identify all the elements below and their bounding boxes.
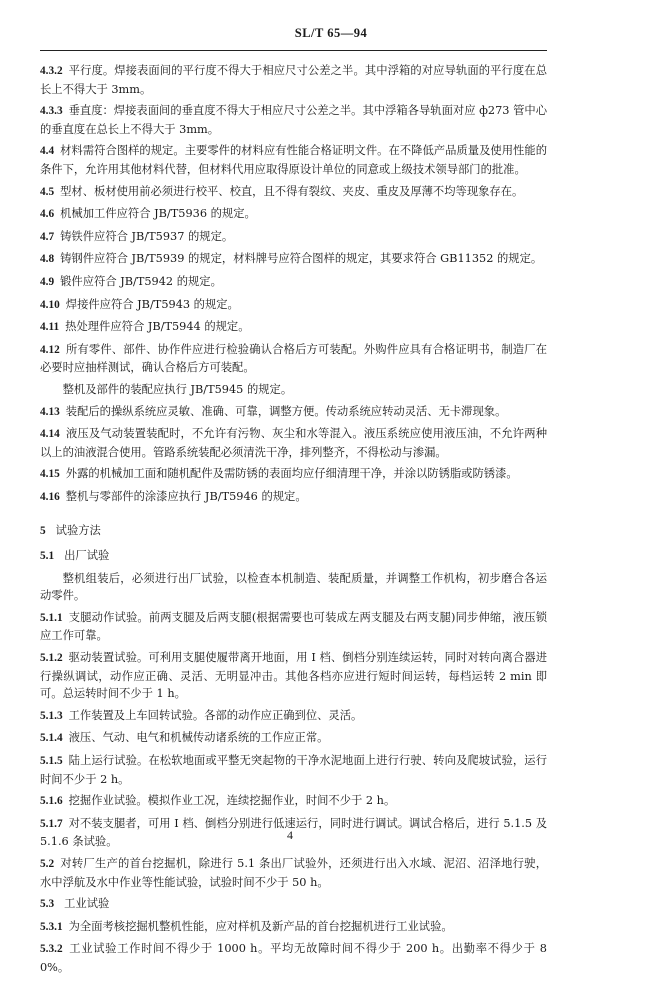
clause: [40, 62, 547, 98]
clause-number: 5.3.1: [40, 920, 63, 933]
clause: [40, 752, 547, 788]
clause-number: 4.13: [40, 405, 60, 418]
clause: [40, 707, 547, 726]
clause-text: 装配后的操纵系统应灵敏、准确、可靠，调整方便。传动系统应转动灵活、无卡滞现象。: [65, 404, 507, 418]
header-rule: [40, 50, 547, 51]
assembly-paragraph: 整机及部件的装配应执行 JB/T5945 的规定。: [62, 382, 293, 396]
clause-text: 焊接件应符合 JB/T5943 的规定。: [65, 297, 239, 311]
clause: [40, 228, 547, 247]
clause-number: 5.3.2: [40, 943, 63, 956]
clause: [40, 918, 547, 937]
clause-number: 4.16: [40, 490, 60, 503]
section-title: 试验方法: [55, 524, 101, 538]
section-number: 5: [40, 525, 46, 538]
factory-test-paragraph: 整机组装后，必须进行出厂试验，以检查本机制造、装配质量，并调整工作机构，初步磨合各运动零件。: [40, 571, 547, 603]
clause: [40, 318, 547, 337]
clause-text: 垂直度：焊接表面间的垂直度不得大于相应尺寸公差之半。其中浮箱各导轨面对应 ф273 管中心的垂直度在总长上不得大于 3mm。: [40, 104, 547, 136]
clause-number: 4.7: [40, 230, 55, 243]
clause-text: 所有零件、部件、协作件应进行检验确认合格后方可装配。外购件应具有合格证明书，制造厂在必要时应抽样测试，确认合格后方可装配。: [40, 342, 547, 375]
clause: [40, 465, 547, 484]
clause: [40, 425, 547, 461]
clause: [40, 940, 547, 976]
subsection-number: 5.3: [40, 898, 55, 911]
clause-text: 工作装置及上车回转试验。各部的动作应正确到位、灵活。: [68, 708, 363, 722]
clause-text: 工业试验工作时间不得少于 1000 h。平均无故障时间不得少于 200 h。出勤率不得少于 80%。: [40, 942, 547, 974]
clause-text: 平行度。焊接表面间的平行度不得大于相应尺寸公差之半。其中浮箱的对应导轨面的平行度在总长上不得大于 3mm。: [40, 64, 547, 96]
clause: [40, 102, 547, 138]
clause: [40, 183, 547, 202]
clause-number: 4.9: [40, 275, 55, 288]
clause-text: 液压、气动、电气和机械传动诸系统的工作应正常。: [68, 731, 329, 745]
clause-text: 对不装支腿者，可用 I 档、倒档分别进行低速运行，同时进行调试。调试合格后，进行 5.1.5 及 5.1.6 条试验。: [40, 816, 547, 849]
clause: [40, 649, 547, 703]
page-header: SL/T 65—94: [294, 26, 368, 40]
clause-text: 型材、板材使用前必须进行校平、校直，且不得有裂纹、夹皮、重皮及厚薄不均等现象存在。: [60, 184, 524, 198]
clause: [40, 250, 547, 269]
clause: [40, 273, 547, 292]
clause-list-4: [40, 62, 547, 377]
clause-number: 5.1.7: [40, 817, 63, 830]
subsection-title: 出厂试验: [64, 549, 110, 563]
clause-text: 热处理件应符合 JB/T5944 的规定。: [65, 320, 250, 334]
clause-number: 4.5: [40, 185, 55, 198]
section-5-heading: [40, 522, 547, 541]
clause: [40, 729, 547, 748]
clause-number: 4.12: [40, 343, 60, 356]
page-number: 4: [287, 828, 293, 842]
clause: [40, 855, 547, 891]
clause-list-4b: [40, 403, 547, 507]
clause-list-5-1: [40, 609, 547, 891]
clause-text: 外露的机械加工面和随机配件及需防锈的表面均应仔细清理干净，并涂以防锈脂或防锈漆。: [65, 467, 518, 481]
clause-text: 驱动装置试验。可利用支腿使履带离开地面，用 I 档、倒档分别连续运转，同时对转向离合器进行操纵调试，动作应正确、灵活、无明显冲击。其他各档亦应进行短时间运转，每档运转 2 min 即可。总运转时间不少于 1 h。: [40, 651, 547, 701]
clause: [40, 488, 547, 507]
clause: [40, 792, 547, 811]
clause-number: 4.3.3: [40, 105, 63, 118]
clause-text: 液压及气动装置装配时，不允许有污物、灰尘和水等混入。液压系统应使用液压油，不允许两种以上的油液混合使用。管路系统装配必须清洗干净，排列整齐，不得松动与渗漏。: [40, 427, 547, 459]
clause-number: 4.10: [40, 298, 60, 311]
clause-text: 机械加工件应符合 JB/T5936 的规定。: [60, 207, 256, 221]
clause: [40, 341, 547, 377]
clause-text: 对转厂生产的首台挖掘机，除进行 5.1 条出厂试验外，还须进行出入水域、泥沼、沼泽地行驶，水中浮航及水中作业等性能试验，试验时间不少于 50 h。: [40, 856, 547, 889]
clause-number: 4.15: [40, 468, 60, 481]
subsection-5-3-heading: [40, 895, 547, 914]
clause-number: 5.1.6: [40, 795, 63, 808]
clause-number: 5.1.2: [40, 652, 63, 665]
clause-number: 4.3.2: [40, 65, 63, 77]
clause: [40, 142, 547, 178]
clause: [40, 403, 547, 422]
clause-text: 挖掘作业试验。模拟作业工况，连续挖掘作业，时间不少于 2 h。: [68, 794, 396, 808]
clause-number: 5.2: [40, 857, 55, 870]
clause: [40, 296, 547, 315]
subsection-title: 工业试验: [64, 897, 110, 911]
clause-number: 5.1.4: [40, 732, 63, 745]
clause-text: 锻件应符合 JB/T5942 的规定。: [60, 274, 222, 288]
clause: [40, 609, 547, 645]
clause-text: 铸铁件应符合 JB/T5937 的规定。: [60, 229, 234, 243]
clause: [40, 205, 547, 224]
clause-number: 4.14: [40, 428, 60, 441]
subsection-number: 5.1: [40, 550, 55, 563]
clause-number: 4.4: [40, 145, 55, 158]
clause-number: 4.11: [40, 321, 60, 334]
clause-number: 4.8: [40, 253, 55, 266]
subsection-5-1-heading: [40, 547, 547, 566]
clause-text: 铸钢件应符合 JB/T5939 的规定，材料牌号应符合图样的规定，其要求符合 GB11352 的规定。: [60, 252, 543, 266]
clause-number: 4.6: [40, 208, 55, 221]
clause-number: 5.1.5: [40, 755, 63, 767]
clause-text: 材料需符合图样的规定。主要零件的材料应有性能合格证明文件。在不降低产品质量及使用性能的条件下，允许用其他材料代替，但材料代用应取得原设计单位的同意或上级技术领导部门的批准。: [40, 144, 547, 176]
clause-text: 陆上运行试验。在松软地面或平整无突起物的干净水泥地面上进行行驶、转向及爬坡试验，运行时间不少于 2 h。: [40, 754, 547, 786]
clause-number: 5.1.1: [40, 611, 63, 624]
clause-text: 支腿动作试验。前两支腿及后两支腿(根据需要也可装成左两支腿及右两支腿)同步伸缩，液压锁应工作可靠。: [40, 610, 547, 643]
clause-number: 5.1.3: [40, 709, 63, 722]
clause-text: 为全面考核挖掘机整机性能，应对样机及新产品的首台挖掘机进行工业试验。: [68, 919, 453, 933]
clause-list-5-3: [40, 918, 547, 977]
clause-text: 整机与零部件的涂漆应执行 JB/T5946 的规定。: [65, 489, 307, 503]
